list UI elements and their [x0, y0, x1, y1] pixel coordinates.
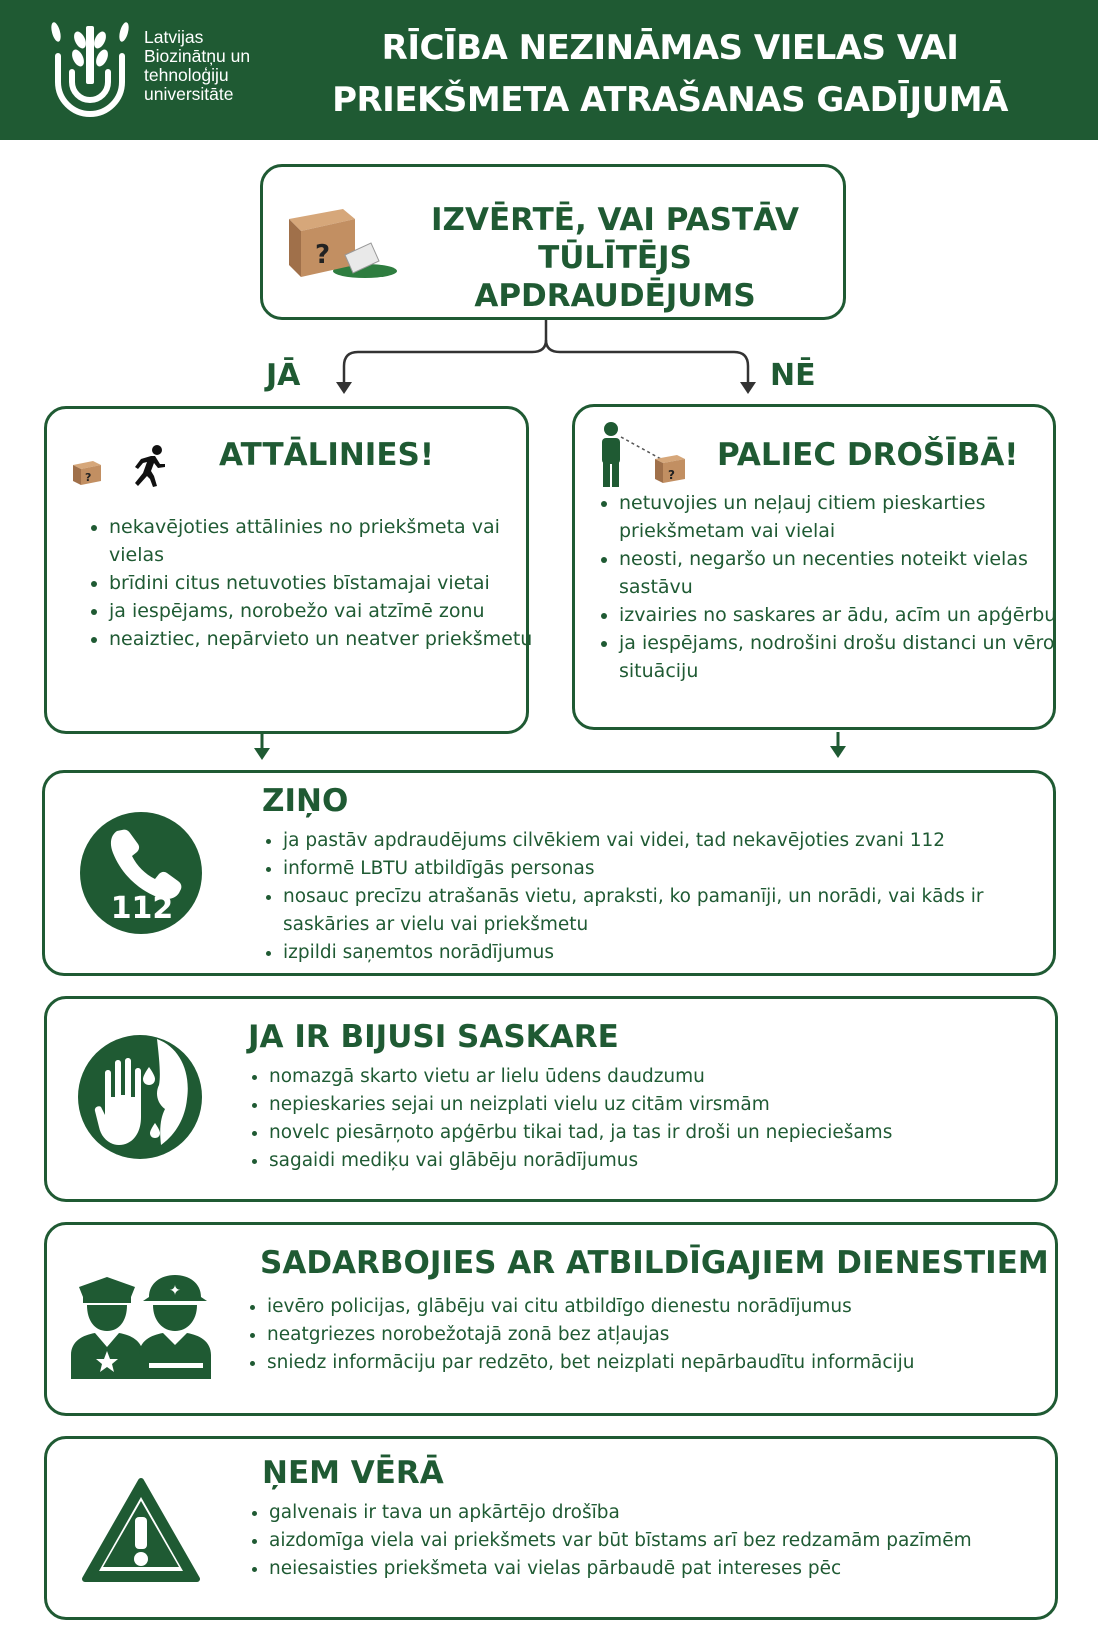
- list-item: • neiesaisties priekšmeta vai vielas pārbaudē pat intereses pēc: [269, 1555, 1059, 1583]
- cooperate-box: [44, 1222, 1058, 1416]
- university-name-line: tehnoloģiju: [144, 65, 229, 85]
- warning-icon: [81, 1477, 201, 1585]
- list-item: • nekavējoties attālinies no priekšmeta vai vielas: [109, 513, 539, 569]
- list-item: • neatgriezes norobežotajā zonā bez atļaujas: [267, 1321, 1057, 1349]
- page-title: [290, 22, 1050, 126]
- page-title-line: PRIEKŠMETA ATRAŠANAS GADĪJUMĀ: [332, 80, 1008, 120]
- list-item: • nepieskaries sejai un neizplati vielu uz citām virsmām: [269, 1091, 1049, 1119]
- no-label: NĒ: [770, 358, 816, 393]
- contact-list: [249, 1063, 1049, 1175]
- list-item: • sagaidi mediķu vai glābēju norādījumus: [269, 1147, 1049, 1175]
- stay-safe-list: [599, 489, 1059, 685]
- police-firefighter-icon: [69, 1271, 213, 1381]
- svg-text:?: ?: [668, 468, 675, 482]
- running-person-icon: [123, 443, 169, 489]
- assess-title-line: TŪLĪTĒJS APDRAUDĒJUMS: [474, 240, 756, 314]
- report-title: ZIŅO: [262, 783, 349, 819]
- leave-area-box: [44, 406, 533, 734]
- list-item: • izpildi saņemtos norādījumus: [283, 939, 1063, 967]
- note-list: [249, 1499, 1059, 1583]
- phone-number: 112: [110, 891, 174, 926]
- contact-box: [44, 996, 1058, 1202]
- list-item: • novelc piesārņoto apģērbu tikai tad, ja tas ir droši un nepieciešams: [269, 1119, 1049, 1147]
- stay-safe-box: [572, 404, 1056, 730]
- list-item: • ja iespējams, nodrošini drošu distanci un vēro situāciju: [619, 629, 1059, 685]
- list-item: • nosauc precīzu atrašanās vietu, apraksti, ko pamanīji, un norādi, vai kāds ir saskāries ar vielu vai priekšmetu: [283, 883, 1063, 939]
- list-item: • netuvojies un neļauj citiem pieskarties priekšmetam vai vielai: [619, 489, 1059, 545]
- leave-title: ATTĀLINIES!: [219, 437, 434, 473]
- cooperate-list: [247, 1293, 1057, 1377]
- assess-threat-box: [260, 164, 846, 320]
- list-item: • izvairies no saskares ar ādu, acīm un apģērbu: [619, 601, 1059, 629]
- university-logo-icon: [50, 16, 130, 124]
- yes-label: JĀ: [266, 358, 301, 393]
- header-banner: [0, 0, 1098, 140]
- assess-title: [405, 201, 825, 315]
- assess-title-line: IZVĒRTĒ, VAI PASTĀV: [431, 202, 799, 238]
- distance-person-icon: [597, 421, 687, 491]
- list-item: • ja iespējams, norobežo vai atzīmē zonu: [109, 597, 539, 625]
- washing-face-icon: [75, 1027, 205, 1167]
- arrow-down-icon: [828, 732, 848, 760]
- university-name-line: Latvijas: [144, 27, 204, 47]
- note-box: [44, 1436, 1058, 1620]
- contact-title: JA IR BIJUSI SASKARE: [248, 1019, 619, 1055]
- list-item: • brīdini citus netuvoties bīstamajai vietai: [109, 569, 539, 597]
- unknown-box-icon: [71, 457, 103, 487]
- report-box: [42, 770, 1056, 976]
- leave-list: [89, 513, 539, 653]
- university-name-line: Biozinātņu un: [144, 46, 251, 66]
- list-item: • ja pastāv apdraudējums cilvēkiem vai videi, tad nekavējoties zvani 112: [283, 827, 1063, 855]
- university-name: [144, 28, 250, 104]
- list-item: • aizdomīga viela vai priekšmets var būt bīstams arī bez redzamām pazīmēm: [269, 1527, 1059, 1555]
- svg-text:?: ?: [315, 240, 331, 270]
- list-item: • informē LBTU atbildīgās personas: [283, 855, 1063, 883]
- list-item: • galvenais ir tava un apkārtējo drošība: [269, 1499, 1059, 1527]
- cooperate-title: SADARBOJIES AR ATBILDĪGAJIEM DIENESTIEM: [260, 1245, 1049, 1281]
- list-item: • sniedz informāciju par redzēto, bet neizplati nepārbaudītu informāciju: [267, 1349, 1057, 1377]
- page-title-line: RĪCĪBA NEZINĀMAS VIELAS VAI: [381, 28, 959, 68]
- report-list: [263, 827, 1063, 967]
- spilled-box-icon: [283, 203, 403, 283]
- svg-text:✦: ✦: [169, 1283, 181, 1299]
- arrow-down-icon: [252, 734, 272, 762]
- list-item: • neosti, negaršo un necenties noteikt vielas sastāvu: [619, 545, 1059, 601]
- list-item: • nomazgā skarto vietu ar lielu ūdens daudzumu: [269, 1063, 1049, 1091]
- stay-safe-title: PALIEC DROŠĪBĀ!: [717, 437, 1019, 473]
- svg-text:?: ?: [85, 471, 92, 484]
- university-name-line: universitāte: [144, 84, 234, 104]
- branch-connector: [0, 318, 1098, 398]
- list-item: • neaiztiec, nepārvieto un neatver priekšmetu: [109, 625, 539, 653]
- note-title: ŅEM VĒRĀ: [262, 1455, 444, 1491]
- list-item: • ievēro policijas, glābēju vai citu atbildīgo dienestu norādījumus: [267, 1293, 1057, 1321]
